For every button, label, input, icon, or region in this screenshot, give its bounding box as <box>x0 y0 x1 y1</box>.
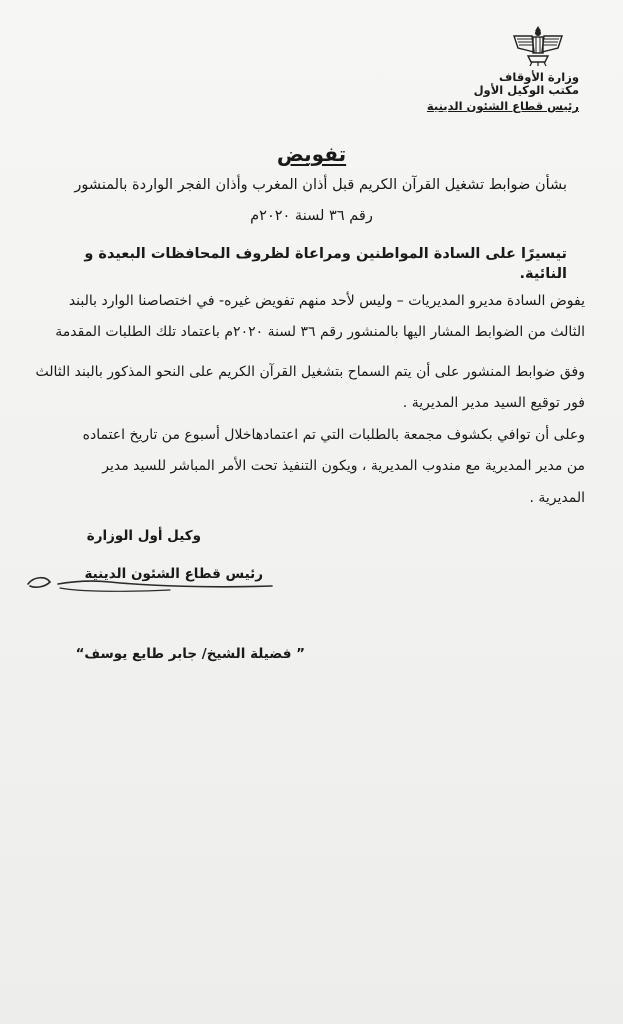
signatory-title: وكيل أول الوزارة <box>86 528 201 544</box>
ministry-name: وزارة الأوقاف <box>499 70 579 84</box>
body-line: يفوض السادة مديرو المديريات – وليس لأحد منهم تفويض غيره- في اختصاصنا الوارد بالبند <box>68 293 585 309</box>
subject-line-1: بشأن ضوابط تشغيل القرآن الكريم قبل أذان المغرب وأذان الفجر الواردة بالمنشور <box>74 177 567 193</box>
subject-line-2: رقم ٣٦ لسنة ٢٠٢٠م <box>250 208 373 224</box>
sector-name: رئيس قطاع الشئون الدينية <box>426 99 579 113</box>
body-line: من مدير المديرية مع مندوب المديرية ، ويكون التنفيذ تحت الأمر المباشر للسيد مدير <box>102 458 585 474</box>
body-line: وعلى أن توافي بكشوف مجمعة بالطلبات التي تم اعتمادهاخلال أسبوع من تاريخ اعتماده <box>82 427 585 443</box>
signatory-name: ” فضيلة الشيخ/ جابر طايع يوسف“ <box>75 646 305 662</box>
body-line: فور توقيع السيد مدير المديرية . <box>402 395 585 411</box>
body-line: المديرية . <box>529 490 585 506</box>
office-name: مكتب الوكيل الأول <box>473 83 579 97</box>
body-line: الثالث من الضوابط المشار اليها بالمنشور رقم ٣٦ لسنة ٢٠٢٠م باعتماد تلك الطلبات المقدمة <box>55 324 585 340</box>
handwritten-signature <box>20 566 280 600</box>
document-title: تفويض <box>276 142 347 166</box>
subject-line-3: تيسيرًا على السادة المواطنين ومراعاة لظروف المحافظات البعيدة و النائية. <box>84 246 567 282</box>
body-line: وفق ضوابط المنشور على أن يتم السماح بتشغيل القرآن الكريم على النحو المذكور بالبند الثالث <box>35 364 585 380</box>
signatory-position: رئيس قطاع الشئون الدينية <box>84 566 263 582</box>
eagle-emblem-icon <box>510 22 566 68</box>
